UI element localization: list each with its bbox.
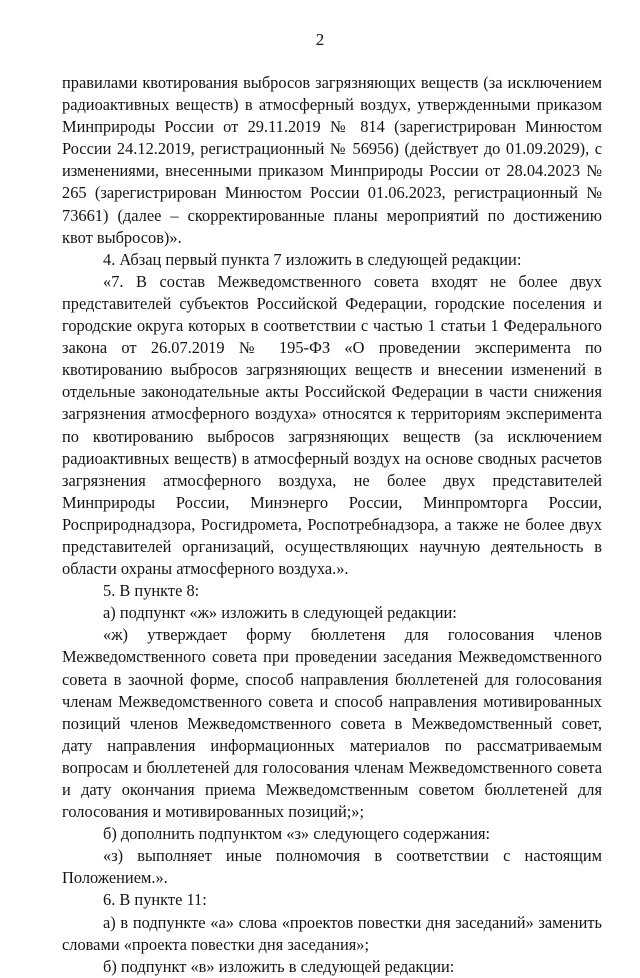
page-number: 2 [315,30,325,49]
paragraph: 4. Абзац первый пункта 7 изложить в следующей редакции: [103,249,522,269]
paragraph: а) в подпункте «а» слова «проектов повестки дня заседаний» заменить словами «проекта повестки дня заседания»; [62,912,602,954]
paragraph: 6. В пункте 11: [103,890,207,910]
paragraph: б) дополнить подпунктом «з» следующего содержания: [103,824,491,844]
document-body [62,72,602,978]
paragraph: б) подпункт «в» изложить в следующей редакции: [103,956,455,976]
paragraph: 5. В пункте 8: [103,581,200,601]
paragraph: «7. В состав Межведомственного совета входят не более двух представителей субъектов Российской Федерации, городские поселения и городские округа которых в соответствии с частью 1 статьи 1 Федерального закона от 26.07.2019 № 195-ФЗ «О проведении эксперимента по квотированию выбросов загрязняющих веществ и внесении изменений в отдельные законодательные акты Российской Федерации в части снижения загрязнения атмосферного воздуха» относятся к территориям эксперимента по квотированию выбросов загрязняющих веществ (за исключением радиоактивных веществ) в атмосферный воздух на основе сводных расчетов загрязнения атмосферного воздуха, не более двух представителей Минприроды России, Минэнерго России, Минпромторга России, Росприроднадзора, Росгидромета, Роспотребнадзора, а также не более двух представителей организаций, осуществляющих научную деятельность в области охраны атмосферного воздуха.». [62,271,602,579]
paragraph: а) подпункт «ж» изложить в следующей редакции: [103,603,457,623]
paragraph: «ж) утверждает форму бюллетеня для голосования членов Межведомственного совета при проведении заседания Межведомственного совета в заочной форме, способ направления бюллетеней для голосования членам Межведомственного совета и способ направления мотивированных позиций членов Межведомственного совета в Межведомственный совет, дату направления информационных материалов по рассматриваемым вопросам и бюллетеней для голосования членам Межведомственного совета и дату окончания приема Межведомственным советом бюллетеней для голосования и мотивированных позиций;»; [62,625,602,822]
paragraph: «з) выполняет иные полномочия в соответствии с настоящим Положением.». [62,846,602,888]
paragraph: правилами квотирования выбросов загрязняющих веществ (за исключением радиоактивных веществ) в атмосферный воздух, утвержденными приказом Минприроды России от 29.11.2019 № 814 (зарегистрирован Минюстом России 24.12.2019, регистрационный № 56956) (действует до 01.09.2029), с изменениями, внесенными приказом Минприроды России от 28.04.2023 № 265 (зарегистрирован Минюстом России 01.06.2023, регистрационный № 73661) (далее – скорректированные планы мероприятий по достижению квот выбросов)». [62,73,602,247]
